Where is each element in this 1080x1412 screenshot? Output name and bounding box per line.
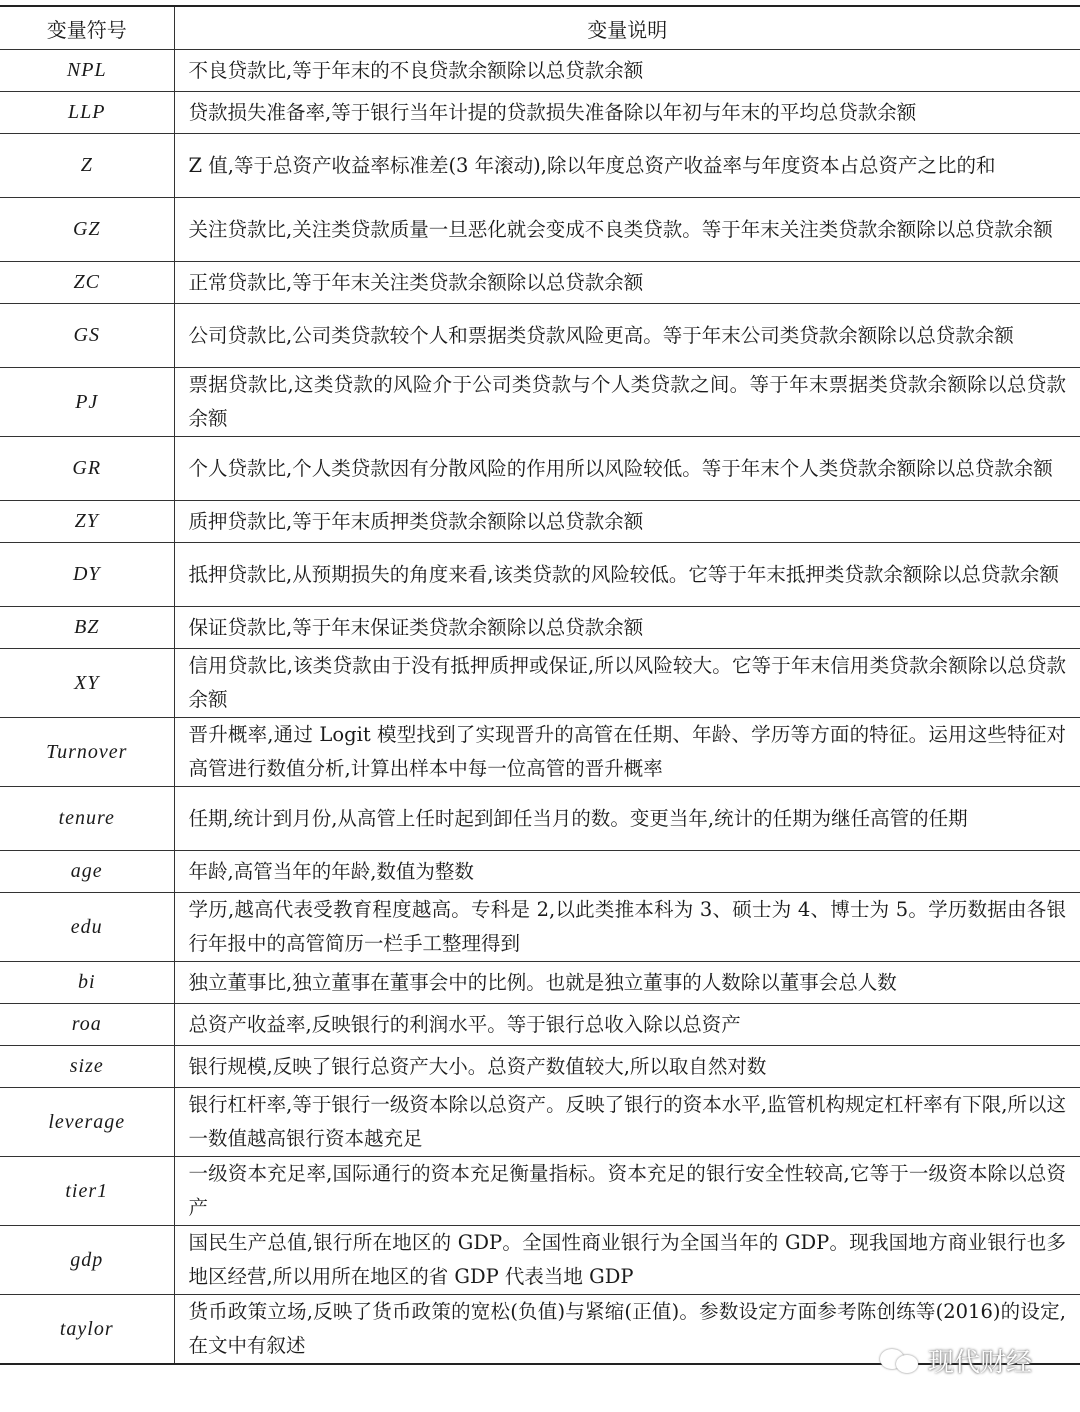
variable-description: Z 值,等于总资产收益率标准差(3 年滚动),除以年度总资产收益率与年度资本占总资产之比的和 bbox=[174, 134, 1080, 198]
variable-description: 票据贷款比,这类贷款的风险介于公司类贷款与个人类贷款之间。等于年末票据类贷款余额除以总贷款余额 bbox=[174, 368, 1080, 437]
variable-symbol: bi bbox=[77, 971, 96, 993]
table-row bbox=[0, 304, 1080, 368]
variable-description: 货币政策立场,反映了货币政策的宽松(负值)与紧缩(正值)。参数设定方面参考陈创练等(2016)的设定,在文中有叙述 bbox=[174, 1295, 1080, 1365]
table-body bbox=[0, 50, 1080, 1365]
variable-symbol: age bbox=[70, 860, 103, 882]
table-row bbox=[0, 501, 1080, 543]
table-row bbox=[0, 92, 1080, 134]
watermark bbox=[880, 1342, 1032, 1379]
watermark-text: 现代财经 bbox=[928, 1348, 1033, 1378]
variable-description: 个人贷款比,个人类贷款因有分散风险的作用所以风险较低。等于年末个人类贷款余额除以总贷款余额 bbox=[174, 437, 1080, 501]
variable-symbol: ZC bbox=[73, 271, 100, 293]
variable-symbol: BZ bbox=[74, 616, 100, 638]
variable-description: 总资产收益率,反映银行的利润水平。等于银行总收入除以总资产 bbox=[174, 1004, 1080, 1046]
table-row bbox=[0, 851, 1080, 893]
header-description: 变量说明 bbox=[174, 6, 1080, 50]
table-row bbox=[0, 50, 1080, 92]
variable-description: 学历,越高代表受教育程度越高。专科是 2,以此类推本科为 3、硕士为 4、博士为 5。学历数据由各银行年报中的高管简历一栏手工整理得到 bbox=[174, 893, 1080, 962]
variable-description: 年龄,高管当年的年龄,数值为整数 bbox=[174, 851, 1080, 893]
variable-symbol: ZY bbox=[74, 510, 99, 532]
variable-symbol: GZ bbox=[72, 218, 101, 240]
variable-description: 国民生产总值,银行所在地区的 GDP。全国性商业银行为全国当年的 GDP。现我国地方商业银行也多地区经营,所以用所在地区的省 GDP 代表当地 GDP bbox=[174, 1226, 1080, 1295]
table-row bbox=[0, 607, 1080, 649]
table-row bbox=[0, 649, 1080, 718]
variable-description: 任期,统计到月份,从高管上任时起到卸任当月的数。变更当年,统计的任期为继任高管的任期 bbox=[174, 787, 1080, 851]
table-row bbox=[0, 1157, 1080, 1226]
variable-description: 一级资本充足率,国际通行的资本充足衡量指标。资本充足的银行安全性较高,它等于一级资本除以总资产 bbox=[174, 1157, 1080, 1226]
variable-symbol: roa bbox=[71, 1013, 102, 1035]
table-row bbox=[0, 368, 1080, 437]
table-row bbox=[0, 893, 1080, 962]
table-row bbox=[0, 962, 1080, 1004]
variable-symbol: size bbox=[69, 1055, 104, 1077]
variable-symbol: tenure bbox=[58, 807, 115, 829]
variable-description: 公司贷款比,公司类贷款较个人和票据类贷款风险更高。等于年末公司类贷款余额除以总贷款余额 bbox=[174, 304, 1080, 368]
header-symbol: 变量符号 bbox=[46, 17, 127, 42]
variable-description: 抵押贷款比,从预期损失的角度来看,该类贷款的风险较低。它等于年末抵押类贷款余额除以总贷款余额 bbox=[174, 543, 1080, 607]
variable-definition-table bbox=[0, 5, 1080, 1365]
variable-symbol: NPL bbox=[66, 59, 107, 81]
wechat-icon bbox=[880, 1347, 920, 1375]
table-row bbox=[0, 787, 1080, 851]
variable-symbol: GS bbox=[73, 324, 100, 346]
table-row bbox=[0, 134, 1080, 198]
table-row bbox=[0, 1226, 1080, 1295]
variable-description: 独立董事比,独立董事在董事会中的比例。也就是独立董事的人数除以董事会总人数 bbox=[174, 962, 1080, 1004]
variable-symbol: GR bbox=[72, 457, 102, 479]
variable-symbol: edu bbox=[70, 915, 103, 938]
table-row bbox=[0, 198, 1080, 262]
variable-description: 银行杠杆率,等于银行一级资本除以总资产。反映了银行的资本水平,监管机构规定杠杆率有下限,所以这一数值越高银行资本越充足 bbox=[174, 1088, 1080, 1157]
table-row bbox=[0, 543, 1080, 607]
table-row bbox=[0, 262, 1080, 304]
variable-symbol: gdp bbox=[70, 1248, 104, 1271]
variable-symbol: LLP bbox=[68, 101, 106, 123]
header-row bbox=[0, 6, 1080, 50]
table-row bbox=[0, 1046, 1080, 1088]
variable-description: 信用贷款比,该类贷款由于没有抵押质押或保证,所以风险较大。它等于年末信用类贷款余额除以总贷款余额 bbox=[174, 649, 1080, 718]
variable-symbol: leverage bbox=[48, 1110, 126, 1133]
table-row bbox=[0, 718, 1080, 787]
variable-description: 关注贷款比,关注类贷款质量一旦恶化就会变成不良类贷款。等于年末关注类贷款余额除以总贷款余额 bbox=[174, 198, 1080, 262]
variable-description: 贷款损失准备率,等于银行当年计提的贷款损失准备除以年初与年末的平均总贷款余额 bbox=[174, 92, 1080, 134]
table-row bbox=[0, 1088, 1080, 1157]
variable-symbol: DY bbox=[72, 563, 101, 585]
variable-symbol: tier1 bbox=[65, 1179, 109, 1202]
table-row bbox=[0, 437, 1080, 501]
variable-description: 不良贷款比,等于年末的不良贷款余额除以总贷款余额 bbox=[174, 50, 1080, 92]
variable-description: 正常贷款比,等于年末关注类贷款余额除以总贷款余额 bbox=[174, 262, 1080, 304]
table-row bbox=[0, 1004, 1080, 1046]
variable-symbol: taylor bbox=[59, 1317, 114, 1340]
variable-description: 银行规模,反映了银行总资产大小。总资产数值较大,所以取自然对数 bbox=[174, 1046, 1080, 1088]
variable-symbol: XY bbox=[74, 671, 100, 694]
variable-description: 保证贷款比,等于年末保证类贷款余额除以总贷款余额 bbox=[174, 607, 1080, 649]
variable-symbol: Z bbox=[80, 154, 93, 176]
variable-symbol: PJ bbox=[75, 390, 99, 413]
variable-description: 质押贷款比,等于年末质押类贷款余额除以总贷款余额 bbox=[174, 501, 1080, 543]
variable-symbol: Turnover bbox=[46, 740, 128, 763]
variable-description: 晋升概率,通过 Logit 模型找到了实现晋升的高管在任期、年龄、学历等方面的特征。运用这些特征对高管进行数值分析,计算出样本中每一位高管的晋升概率 bbox=[174, 718, 1080, 787]
table-header bbox=[0, 6, 1080, 50]
